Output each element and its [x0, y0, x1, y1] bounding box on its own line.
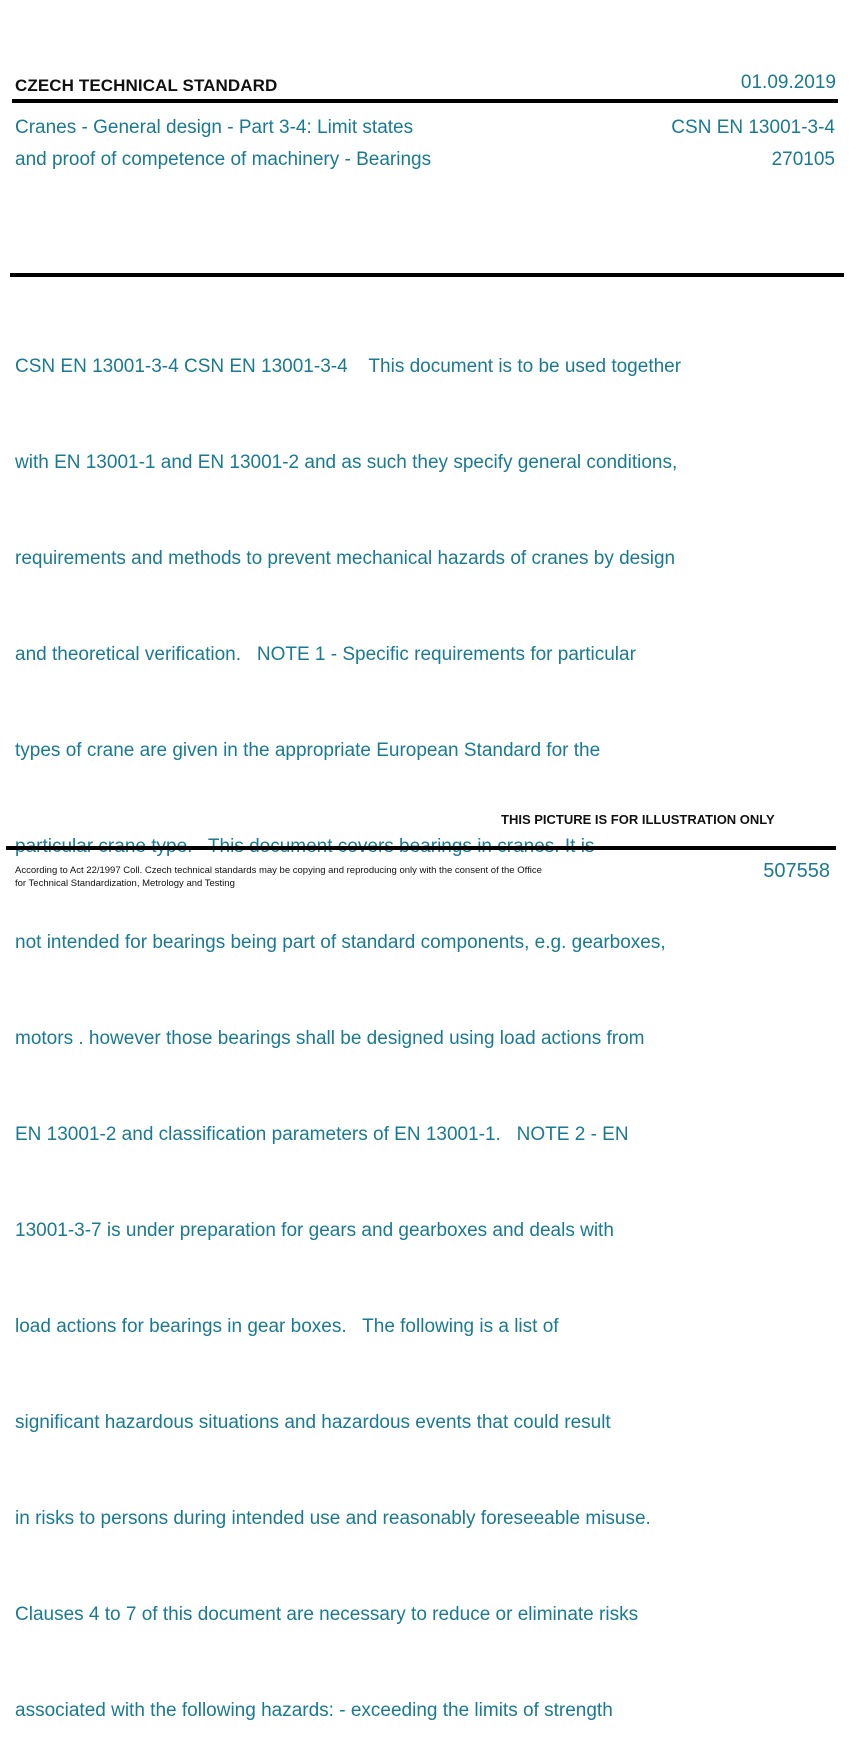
legal-notice	[15, 864, 585, 890]
abstract-line: and theoretical verification. NOTE 1 - Specific requirements for particular	[15, 644, 636, 665]
header-rule	[12, 99, 838, 103]
title-line-1: Cranes - General design - Part 3-4: Limit states	[15, 117, 414, 138]
legal-notice-line: According to Act 22/1997 Coll. Czech technical standards may be copying and reproducing only with the consent of the Office	[15, 865, 542, 876]
abstract-line: significant hazardous situations and hazardous events that could result	[15, 1412, 611, 1433]
abstract-line: associated with the following hazards: - exceeding the limits of strength	[15, 1700, 613, 1721]
document-number: 507558	[763, 860, 830, 882]
abstract-line: not intended for bearings being part of standard components, e.g. gearboxes,	[15, 932, 666, 953]
title-line-2: and proof of competence of machinery - Bearings	[15, 149, 432, 170]
illustration-disclaimer: THIS PICTURE IS FOR ILLUSTRATION ONLY	[501, 812, 775, 827]
abstract-line: types of crane are given in the appropriate European Standard for the	[15, 740, 601, 761]
abstract-line: CSN EN 13001-3-4 CSN EN 13001-3-4 This document is to be used together	[15, 356, 682, 377]
footer-rule	[6, 846, 836, 850]
abstract-line: with EN 13001-1 and EN 13001-2 and as such they specify general conditions,	[15, 452, 678, 473]
abstract-line: EN 13001-2 and classification parameters of EN 13001-1. NOTE 2 - EN	[15, 1124, 629, 1145]
publication-date: 01.09.2019	[740, 72, 836, 93]
abstract-line: motors . however those bearings shall be designed using load actions from	[15, 1028, 645, 1049]
abstract-line: Clauses 4 to 7 of this document are necessary to reduce or eliminate risks	[15, 1604, 639, 1625]
standard-code: CSN EN 13001-3-4	[671, 117, 835, 138]
legal-notice-line: for Technical Standardization, Metrology and Testing	[15, 878, 235, 889]
standard-label: CZECH TECHNICAL STANDARD	[15, 76, 278, 95]
classification-code: 270105	[771, 149, 835, 170]
abstract-line: load actions for bearings in gear boxes. The following is a list of	[15, 1316, 559, 1337]
abstract-line: requirements and methods to prevent mechanical hazards of cranes by design	[15, 548, 676, 569]
abstract-text	[15, 287, 815, 1759]
title-rule	[10, 273, 844, 277]
abstract-line: in risks to persons during intended use and reasonably foreseeable misuse.	[15, 1508, 651, 1529]
abstract-line: 13001-3-7 is under preparation for gears and gearboxes and deals with	[15, 1220, 614, 1241]
